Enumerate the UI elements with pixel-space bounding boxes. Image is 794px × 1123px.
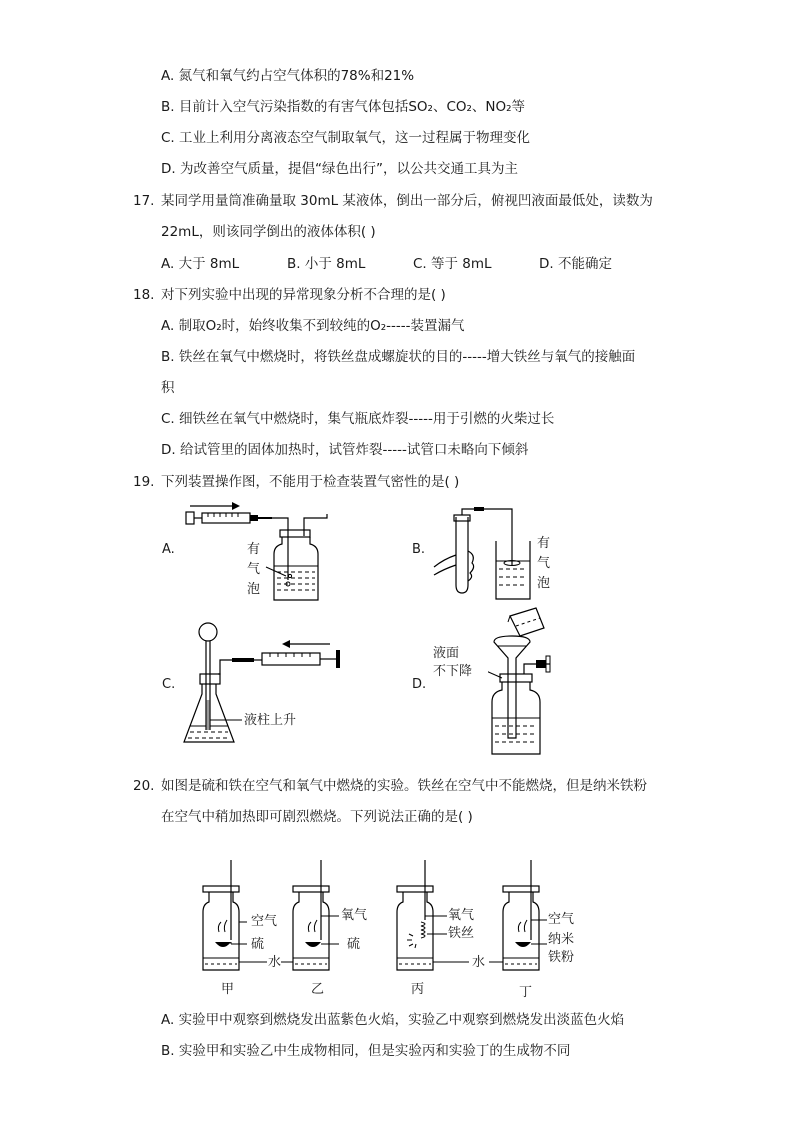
q19b-label-1: 有	[537, 536, 551, 551]
q19b-label-3: 泡	[537, 576, 551, 591]
q20-ding-label-3: 铁粉	[548, 950, 575, 965]
q19-option-c-letter: C.	[162, 677, 176, 692]
q20-stem-line1: 如图是硫和铁在空气和氧气中燃烧的实验。铁丝在空气中不能燃烧，但是纳米铁粉	[161, 778, 647, 794]
q19c-funnel-flask-figure	[180, 620, 350, 750]
q19-option-a-letter: A.	[162, 542, 175, 557]
q20-jars-figure	[195, 860, 605, 1000]
q20-jar-name-bing: 丙	[411, 982, 425, 997]
q19-stem: 下列装置操作图，不能用于检查装置气密性的是( )	[161, 474, 460, 490]
q20-jar-yi	[281, 860, 339, 970]
q16-option-c: C. 工业上利用分离液态空气制取氧气，这一过程属于物理变化	[161, 130, 531, 146]
q19a-label-2: 气	[247, 562, 261, 577]
q20-ding-label-2: 纳米	[548, 932, 575, 947]
q20-jia-label-1: 空气	[251, 914, 278, 929]
q18-stem: 对下列实验中出现的异常现象分析不合理的是( )	[161, 287, 446, 303]
q16-option-b: B. 目前计入空气污染指数的有害气体包括SO₂、CO₂、NO₂等	[161, 99, 526, 115]
q19a-syringe-bottle-figure	[182, 500, 342, 605]
q18-option-d: D. 给试管里的固体加热时，试管炸裂-----试管口未略向下倾斜	[161, 442, 529, 458]
q17-option-d: D. 不能确定	[539, 256, 612, 272]
q16-option-d: D. 为改善空气质量，提倡“绿色出行”，以公共交通工具为主	[161, 161, 518, 177]
q19b-label-2: 气	[537, 556, 551, 571]
q19-number: 19.	[133, 474, 155, 490]
q20-jar-name-ding: 丁	[519, 985, 533, 1000]
q18-option-c: C. 细铁丝在氧气中燃烧时，集气瓶底炸裂-----用于引燃的火柴过长	[161, 411, 555, 427]
q18-option-b-line1: B. 铁丝在氧气中燃烧时，将铁丝盘成螺旋状的目的-----增大铁丝与氧气的接触面	[161, 349, 636, 365]
q17-option-a: A. 大于 8mL	[161, 256, 240, 272]
q18-option-b-line2: 积	[161, 380, 175, 396]
q19-option-b-letter: B.	[412, 542, 426, 557]
q20-ding-label-1: 空气	[548, 912, 575, 927]
q20-bing-label-2: 铁丝	[448, 926, 475, 941]
q19a-label-1: 有	[247, 542, 261, 557]
q20-yi-label-1: 氧气	[341, 908, 368, 923]
q17-option-b: B. 小于 8mL	[287, 256, 366, 272]
q18-number: 18.	[133, 287, 155, 303]
q17-number: 17.	[133, 193, 155, 209]
q20-stem-line2: 在空气中稍加热即可剧烈燃烧。下列说法正确的是( )	[161, 809, 473, 825]
q19b-hand-testtube-figure	[430, 505, 540, 605]
q19a-label-3: 泡	[247, 582, 261, 597]
q20-bing-label-1: 氧气	[448, 908, 475, 923]
q20-option-a: A. 实验甲中观察到燃烧发出蓝紫色火焰，实验乙中观察到燃烧发出淡蓝色火焰	[161, 1012, 625, 1028]
q20-jar-name-jia: 甲	[221, 982, 235, 997]
q20-water-label-2: 水	[472, 955, 486, 970]
q20-jia-label-2: 硫	[251, 937, 265, 952]
q17-stem-line2: 22mL，则该同学倒出的液体体积( )	[161, 224, 376, 240]
q20-yi-label-2: 硫	[347, 937, 361, 952]
q20-option-b: B. 实验甲和实验乙中生成物相同，但是实验丙和实验丁的生成物不同	[161, 1043, 571, 1059]
q19c-label: 液柱上升	[244, 713, 297, 728]
q20-jar-ding	[489, 860, 547, 970]
q18-option-a: A. 制取O₂时，始终收集不到较纯的O₂-----装置漏气	[161, 318, 465, 334]
q19d-funnel-bottle-figure	[488, 606, 568, 758]
q19d-label-1: 液面	[433, 646, 460, 661]
q19-option-d-letter: D.	[412, 677, 427, 692]
q16-option-a: A. 氮气和氧气约占空气体积的78%和21%	[161, 68, 415, 84]
q17-option-c: C. 等于 8mL	[413, 256, 492, 272]
q20-number: 20.	[133, 778, 155, 794]
q17-stem-line1: 某同学用量筒准确量取 30mL 某液体，倒出一部分后，俯视凹液面最低处，读数为	[161, 193, 653, 209]
q20-water-label-1: 水	[268, 955, 282, 970]
q20-jar-name-yi: 乙	[311, 982, 325, 997]
q19d-label-2: 不下降	[433, 664, 473, 679]
